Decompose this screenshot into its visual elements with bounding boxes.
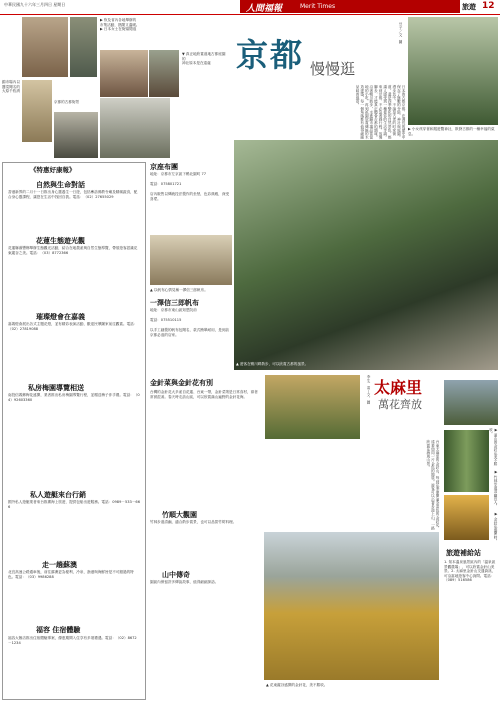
title-main: 京都: [236, 36, 305, 74]
caption-kamogawa: ▲ 遊客在鴨川畔散步，可以欣賞古都的風景。: [236, 362, 309, 366]
s2-title: 花蓮生態遊光觀: [36, 237, 85, 245]
photo-pickles: [22, 80, 52, 142]
photo-lily: [444, 495, 489, 540]
ginkaku-body3: 園區內保留許多傳說故事，值得細細探訪。: [150, 580, 219, 584]
shop-a-title: 京座布團: [150, 163, 178, 171]
masthead-section-en: Merit Times: [300, 3, 336, 10]
s3-body: 嘉義燈會展出各式主題花燈，並有精彩表演活動，歡迎民眾闔家前往觀賞。電話：（02）27819088: [8, 322, 138, 331]
photo-path-trees: [408, 17, 498, 125]
masthead-logo: 人間福報: [246, 4, 283, 14]
shop-c-caption: ▲ 以帆布心情見稱一澤信三郎帆布。: [150, 288, 208, 292]
photo-shrine: [149, 50, 179, 97]
caption-left: 錦市場內以醬菜聞名的大原千枚漬: [2, 80, 20, 94]
caption-top-b: ▼ 真正地欣賞道地古都庭園的 神社原本是在遠處: [182, 52, 226, 66]
ginkaku-title: 金針菜與金針花有別: [150, 379, 213, 387]
s6-title: 走一趟蘇澳: [42, 561, 77, 569]
caption-left2: 京都的古都街景: [54, 100, 80, 104]
s5-body: 國外私人遊艇業者來台推廣海上旅遊，提供包船出遊服務。電話：0989－533－666: [8, 500, 140, 509]
s6-body: 北宜高速公路通車後，前往蘇澳更為便利，冷泉、漁港與海鮮皆是不可錯過的特色。電話：（03）9986288: [8, 570, 134, 579]
s1-body: 香港新界的二月十一日推出身心靈養生一日遊，包括參訪佛教寺廟及精緻蔬食，配合身心靈課程，讓您在生活中找回自我。電話：（02）27655029: [8, 190, 138, 199]
taimali-cap3: ▶ 金針花盛開時。: [494, 512, 498, 543]
travel-body: 1. 知本溫泉風景區內的「溫泉區景觀農場」，可以欣賞金針山美景。2. 太麻里金針山交通資訊，可洽當地遊客中心詢問。電話：（089）516586: [444, 560, 496, 583]
ginkaku-body: 台灣的金針花大多產自花蓮、台東一帶，金針菜則是日常食材，兩者常被混淆。春天時走訪山區，可以欣賞滿山遍野的金針花海。: [150, 390, 258, 399]
photo-woman: [100, 50, 148, 97]
taimali-author: 李生．黃丨文．圖: [367, 375, 371, 404]
photo-flowers-small: [265, 375, 360, 439]
taimali-sub: 萬花齊放: [378, 398, 422, 411]
masthead-divider: [0, 14, 500, 15]
caption-top-a: ▶ 恢及省內各地舉辦的 市集活動，熱鬧又溫暖。 ▶ 日本女士在街頭閒逛: [100, 18, 140, 32]
special-label: 《特惠好康報》: [30, 166, 76, 174]
s7-title: 福容 住宿體驗: [36, 626, 81, 634]
photo-garden: [100, 98, 170, 158]
title-sub: 慢慢逛: [310, 60, 356, 78]
kyoto-body: 日本的古都京都，在漫長的歷史中保存了無數的寺院、神社與庭園。漫步其中，不論是古老的町家街道，還是四季變化的自然景色，都讓人感受到一種從容的生活步調。來到京都，不必急著趕行程，放慢腳步，才能真正體會古都的韻味。沿著鴨川散步，走進錦市場品嘗當地的小吃，再到祇園欣賞傳統的木造建築，每一個角落都有值得細細品味的風景。: [356, 85, 406, 139]
photo-street: [70, 17, 97, 77]
photo-market: [22, 17, 68, 77]
travel-title: 旅遊補給站: [446, 549, 481, 557]
caption-kimono: ▶ 小女孩穿著和服遊覽神社，散發古都的一種幸福的氣息。: [408, 127, 495, 136]
photo-mountain: [444, 380, 498, 425]
ginkaku-t3: 山中傳奇: [162, 571, 190, 579]
taimali-cap2: ▶ 竹林步道清幽宜人。: [494, 470, 498, 508]
s4-title: 私房梅園導覽相送: [28, 384, 84, 392]
taimali-title: 太麻里: [374, 378, 423, 397]
taimali-cap1: ▶ 滿山的金針花美不勝收。: [489, 428, 498, 466]
shop-b-tel: 電話：075510115: [150, 318, 182, 322]
photo-flower-field: [264, 532, 439, 680]
masthead-date: 中華民國九十六年三月四日 星期日: [4, 2, 66, 7]
shop-a-body: 店內販售以傳統技法製作的坐墊，色彩典雅，深受喜愛。: [150, 192, 230, 201]
taimali-body: 台東太麻里的金針山，每到花季便開滿金黃色的金針花，遠看如同一片金色的地毯。遊客可以沿著步道上山，一路欣賞花海與山景。: [426, 440, 440, 530]
s3-title: 璀璨燈會在嘉義: [36, 313, 85, 321]
ginkaku-body2: 竹林步道清幽，適合散步賞景，也可以品嘗竹筍料理。: [150, 520, 237, 524]
s2-body: 花蓮縣壽豐鄉舉辦生態觀光活動，結合在地農產與自然生態導覽，帶領遊客認識花東縱谷之美。電話：（03）8772366: [8, 246, 138, 255]
shop-b-addr: 地址：京都市東山區知恩院前: [150, 308, 197, 312]
title-author: 豆子／文．圖: [399, 22, 403, 44]
shop-a-tel: 電話：075801721: [150, 182, 182, 186]
s4-body: 南投信義鄉梅花盛開，業者推出私房梅園導覽行程，並贈送梅子伴手禮。電話：（04）92603360: [8, 393, 140, 402]
ginkaku-t2: 竹順大觀園: [162, 511, 197, 519]
shop-b-title: 一澤信三郎帆布: [150, 299, 199, 307]
masthead-section: 旅遊: [462, 3, 476, 11]
s7-body: 福容大飯店推出住宿體驗專案，優惠期間入住享有多項禮遇。電話：（02）8672－1234: [8, 636, 137, 645]
photo-canvas-shop: [150, 235, 232, 285]
bottom-caption: ▲ 花東縱谷盛開的金針花，美不勝收。: [266, 683, 328, 687]
shop-a-addr: 地址：京都市左京區下鴨北園町 77: [150, 172, 207, 176]
photo-bamboo: [444, 430, 489, 492]
shop-b-body: 以手工縫製的帆布包聞名，款式簡單耐用，是到訪京都必逛的店家。: [150, 328, 230, 337]
s1-title: 自然與生命對話: [36, 181, 85, 189]
page-number: 12: [482, 1, 495, 11]
photo-temple-garden: [234, 140, 498, 370]
s5-title: 私人遊艇來台行銷: [30, 491, 86, 499]
photo-townscape: [54, 112, 98, 158]
